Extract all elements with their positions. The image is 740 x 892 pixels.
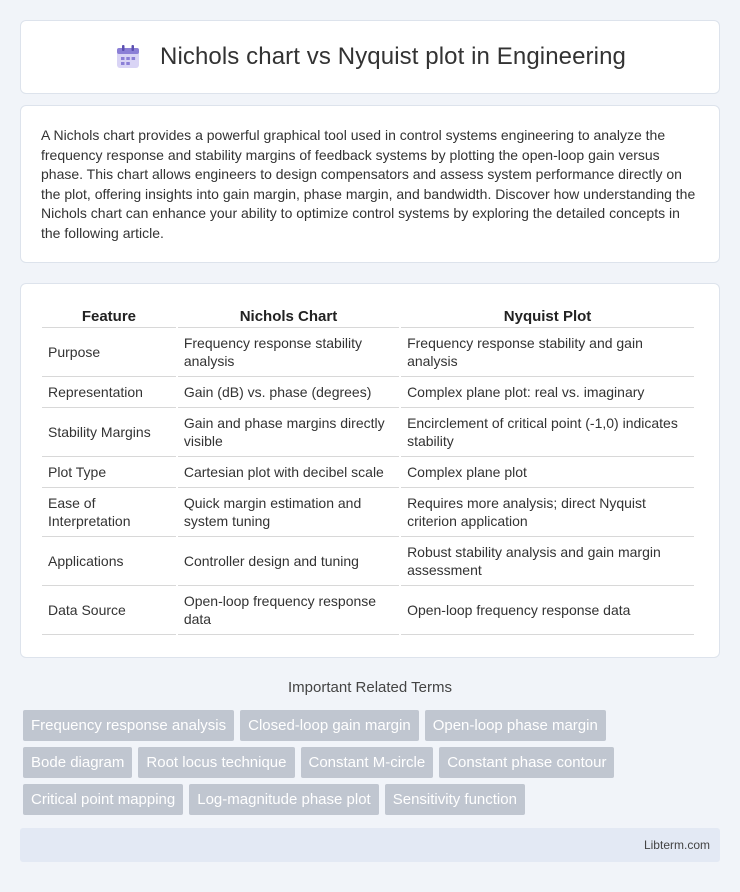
tag-constant-phase-contour[interactable]: Constant phase contour bbox=[439, 747, 614, 778]
header-nichols: Nichols Chart bbox=[178, 304, 399, 328]
table-row bbox=[42, 328, 694, 377]
table-header-row bbox=[42, 304, 694, 328]
footer bbox=[20, 828, 720, 862]
related-terms-title: Important Related Terms bbox=[288, 679, 452, 696]
tag-critical-point-mapping[interactable]: Critical point mapping bbox=[23, 784, 183, 815]
page-title: Nichols chart vs Nyquist plot in Engineering bbox=[160, 43, 626, 70]
table-row bbox=[42, 457, 694, 488]
nyquist-cell: Encirclement of critical point (-1,0) indicates stability bbox=[401, 408, 694, 457]
intro-card bbox=[20, 105, 720, 263]
feature-cell: Stability Margins bbox=[42, 408, 176, 457]
table-row bbox=[42, 537, 694, 586]
feature-cell: Data Source bbox=[42, 586, 176, 635]
nichols-cell: Controller design and tuning bbox=[178, 537, 399, 586]
feature-cell: Purpose bbox=[42, 328, 176, 377]
feature-cell: Applications bbox=[42, 537, 176, 586]
feature-cell: Representation bbox=[42, 377, 176, 408]
tag-row bbox=[23, 784, 723, 815]
calendar-icon bbox=[114, 43, 142, 71]
tag-row bbox=[23, 747, 723, 778]
title-wrap bbox=[114, 43, 626, 71]
feature-cell: Plot Type bbox=[42, 457, 176, 488]
header-card bbox=[20, 20, 720, 94]
tag-open-loop-phase-margin[interactable]: Open-loop phase margin bbox=[425, 710, 606, 741]
nichols-cell: Quick margin estimation and system tuning bbox=[178, 488, 399, 537]
nichols-cell: Open-loop frequency response data bbox=[178, 586, 399, 635]
nyquist-cell: Open-loop frequency response data bbox=[401, 586, 694, 635]
nichols-cell: Frequency response stability analysis bbox=[178, 328, 399, 377]
intro-paragraph: A Nichols chart provides a powerful graphical tool used in control systems engineering to analyze the frequency response and stability margins of feedback systems by plotting the open-loop gain versus phase. This chart allows engineers to design compensators and assess system performance directly on the plot, offering insights into gain margin, phase margin, and bandwidth. Discover how understanding the Nichols chart can enhance your ability to optimize control systems by exploring the detailed concepts in the following article. bbox=[41, 127, 696, 241]
tag-constant-m-circle[interactable]: Constant M-circle bbox=[301, 747, 434, 778]
table-row bbox=[42, 408, 694, 457]
comparison-table bbox=[40, 304, 696, 635]
table-row bbox=[42, 488, 694, 537]
nichols-cell: Gain (dB) vs. phase (degrees) bbox=[178, 377, 399, 408]
tag-sensitivity-function[interactable]: Sensitivity function bbox=[385, 784, 525, 815]
nichols-cell: Cartesian plot with decibel scale bbox=[178, 457, 399, 488]
table-row bbox=[42, 377, 694, 408]
tag-bode-diagram[interactable]: Bode diagram bbox=[23, 747, 132, 778]
header-nyquist: Nyquist Plot bbox=[401, 304, 694, 328]
table-row bbox=[42, 586, 694, 635]
related-terms-list bbox=[23, 710, 723, 821]
tag-row bbox=[23, 710, 723, 741]
nyquist-cell: Robust stability analysis and gain margin assessment bbox=[401, 537, 694, 586]
header-feature: Feature bbox=[42, 304, 176, 328]
comparison-card bbox=[20, 283, 720, 658]
footer-site-link[interactable]: Libterm.com bbox=[643, 838, 710, 852]
tag-root-locus-technique[interactable]: Root locus technique bbox=[138, 747, 294, 778]
tag-closed-loop-gain-margin[interactable]: Closed-loop gain margin bbox=[240, 710, 419, 741]
nyquist-cell: Frequency response stability and gain analysis bbox=[401, 328, 694, 377]
tag-log-magnitude-phase-plot[interactable]: Log-magnitude phase plot bbox=[189, 784, 378, 815]
tag-frequency-response-analysis[interactable]: Frequency response analysis bbox=[23, 710, 234, 741]
nichols-cell: Gain and phase margins directly visible bbox=[178, 408, 399, 457]
nyquist-cell: Requires more analysis; direct Nyquist criterion application bbox=[401, 488, 694, 537]
nyquist-cell: Complex plane plot: real vs. imaginary bbox=[401, 377, 694, 408]
feature-cell: Ease of Interpretation bbox=[42, 488, 176, 537]
nyquist-cell: Complex plane plot bbox=[401, 457, 694, 488]
